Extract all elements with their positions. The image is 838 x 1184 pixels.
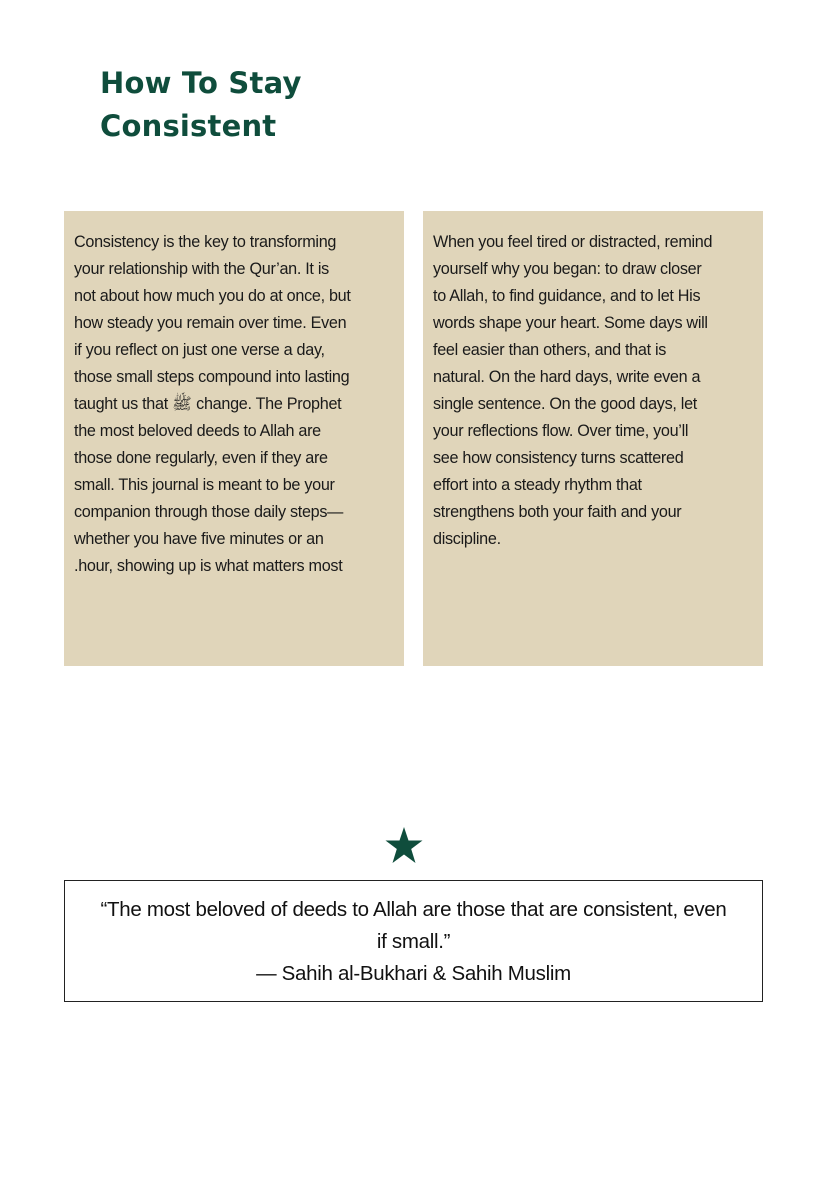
text-line: effort into a steady rhythm that [433, 476, 642, 494]
page-title-line: How To Stay [100, 66, 302, 100]
text-line: yourself why you began: to draw closer [433, 260, 702, 278]
quote-box [64, 880, 763, 1002]
text-line: single sentence. On the good days, let [433, 395, 697, 413]
text-line: companion through those daily steps— [74, 503, 344, 521]
text-line: the most beloved deeds to Allah are [74, 422, 321, 440]
text-line: strengthens both your faith and your [433, 503, 682, 521]
right-text-box [423, 211, 763, 666]
text-line: not about how much you do at once, but [74, 287, 351, 305]
text-line: your relationship with the Qur’an. It is [74, 260, 329, 278]
quote-text-line: if small.” [376, 930, 451, 953]
text-line: discipline. [433, 530, 501, 548]
text-line: your reflections flow. Over time, you’ll [433, 422, 689, 440]
page-title [100, 62, 420, 148]
right-paragraph [433, 229, 754, 553]
text-line: see how consistency turns scattered [433, 449, 684, 467]
text-line: to Allah, to find guidance, and to let His [433, 287, 701, 305]
text-line: Consistency is the key to transforming [74, 233, 337, 251]
text-line: natural. On the hard days, write even a [433, 368, 701, 386]
text-line: taught us that ﷺ change. The Prophet [74, 395, 342, 413]
text-line: feel easier than others, and that is [433, 341, 667, 359]
text-line: words shape your heart. Some days will [433, 314, 708, 332]
text-line: those small steps compound into lasting [74, 368, 350, 386]
text-line: how steady you remain over time. Even [74, 314, 347, 332]
star-icon [384, 826, 424, 866]
quote-attribution: — Sahih al-Bukhari & Sahih Muslim [256, 962, 571, 985]
text-line: When you feel tired or distracted, remind [433, 233, 713, 251]
left-paragraph [74, 229, 395, 580]
page-title-line: Consistent [100, 109, 277, 143]
quote-text-line: “The most beloved of deeds to Allah are those that are consistent, even [100, 898, 727, 921]
text-line: those done regularly, even if they are [74, 449, 328, 467]
text-line: small. This journal is meant to be your [74, 476, 335, 494]
text-line: if you reflect on just one verse a day, [74, 341, 325, 359]
text-line: .hour, showing up is what matters most [74, 557, 343, 575]
text-line: whether you have five minutes or an [74, 530, 324, 548]
left-text-box [64, 211, 404, 666]
